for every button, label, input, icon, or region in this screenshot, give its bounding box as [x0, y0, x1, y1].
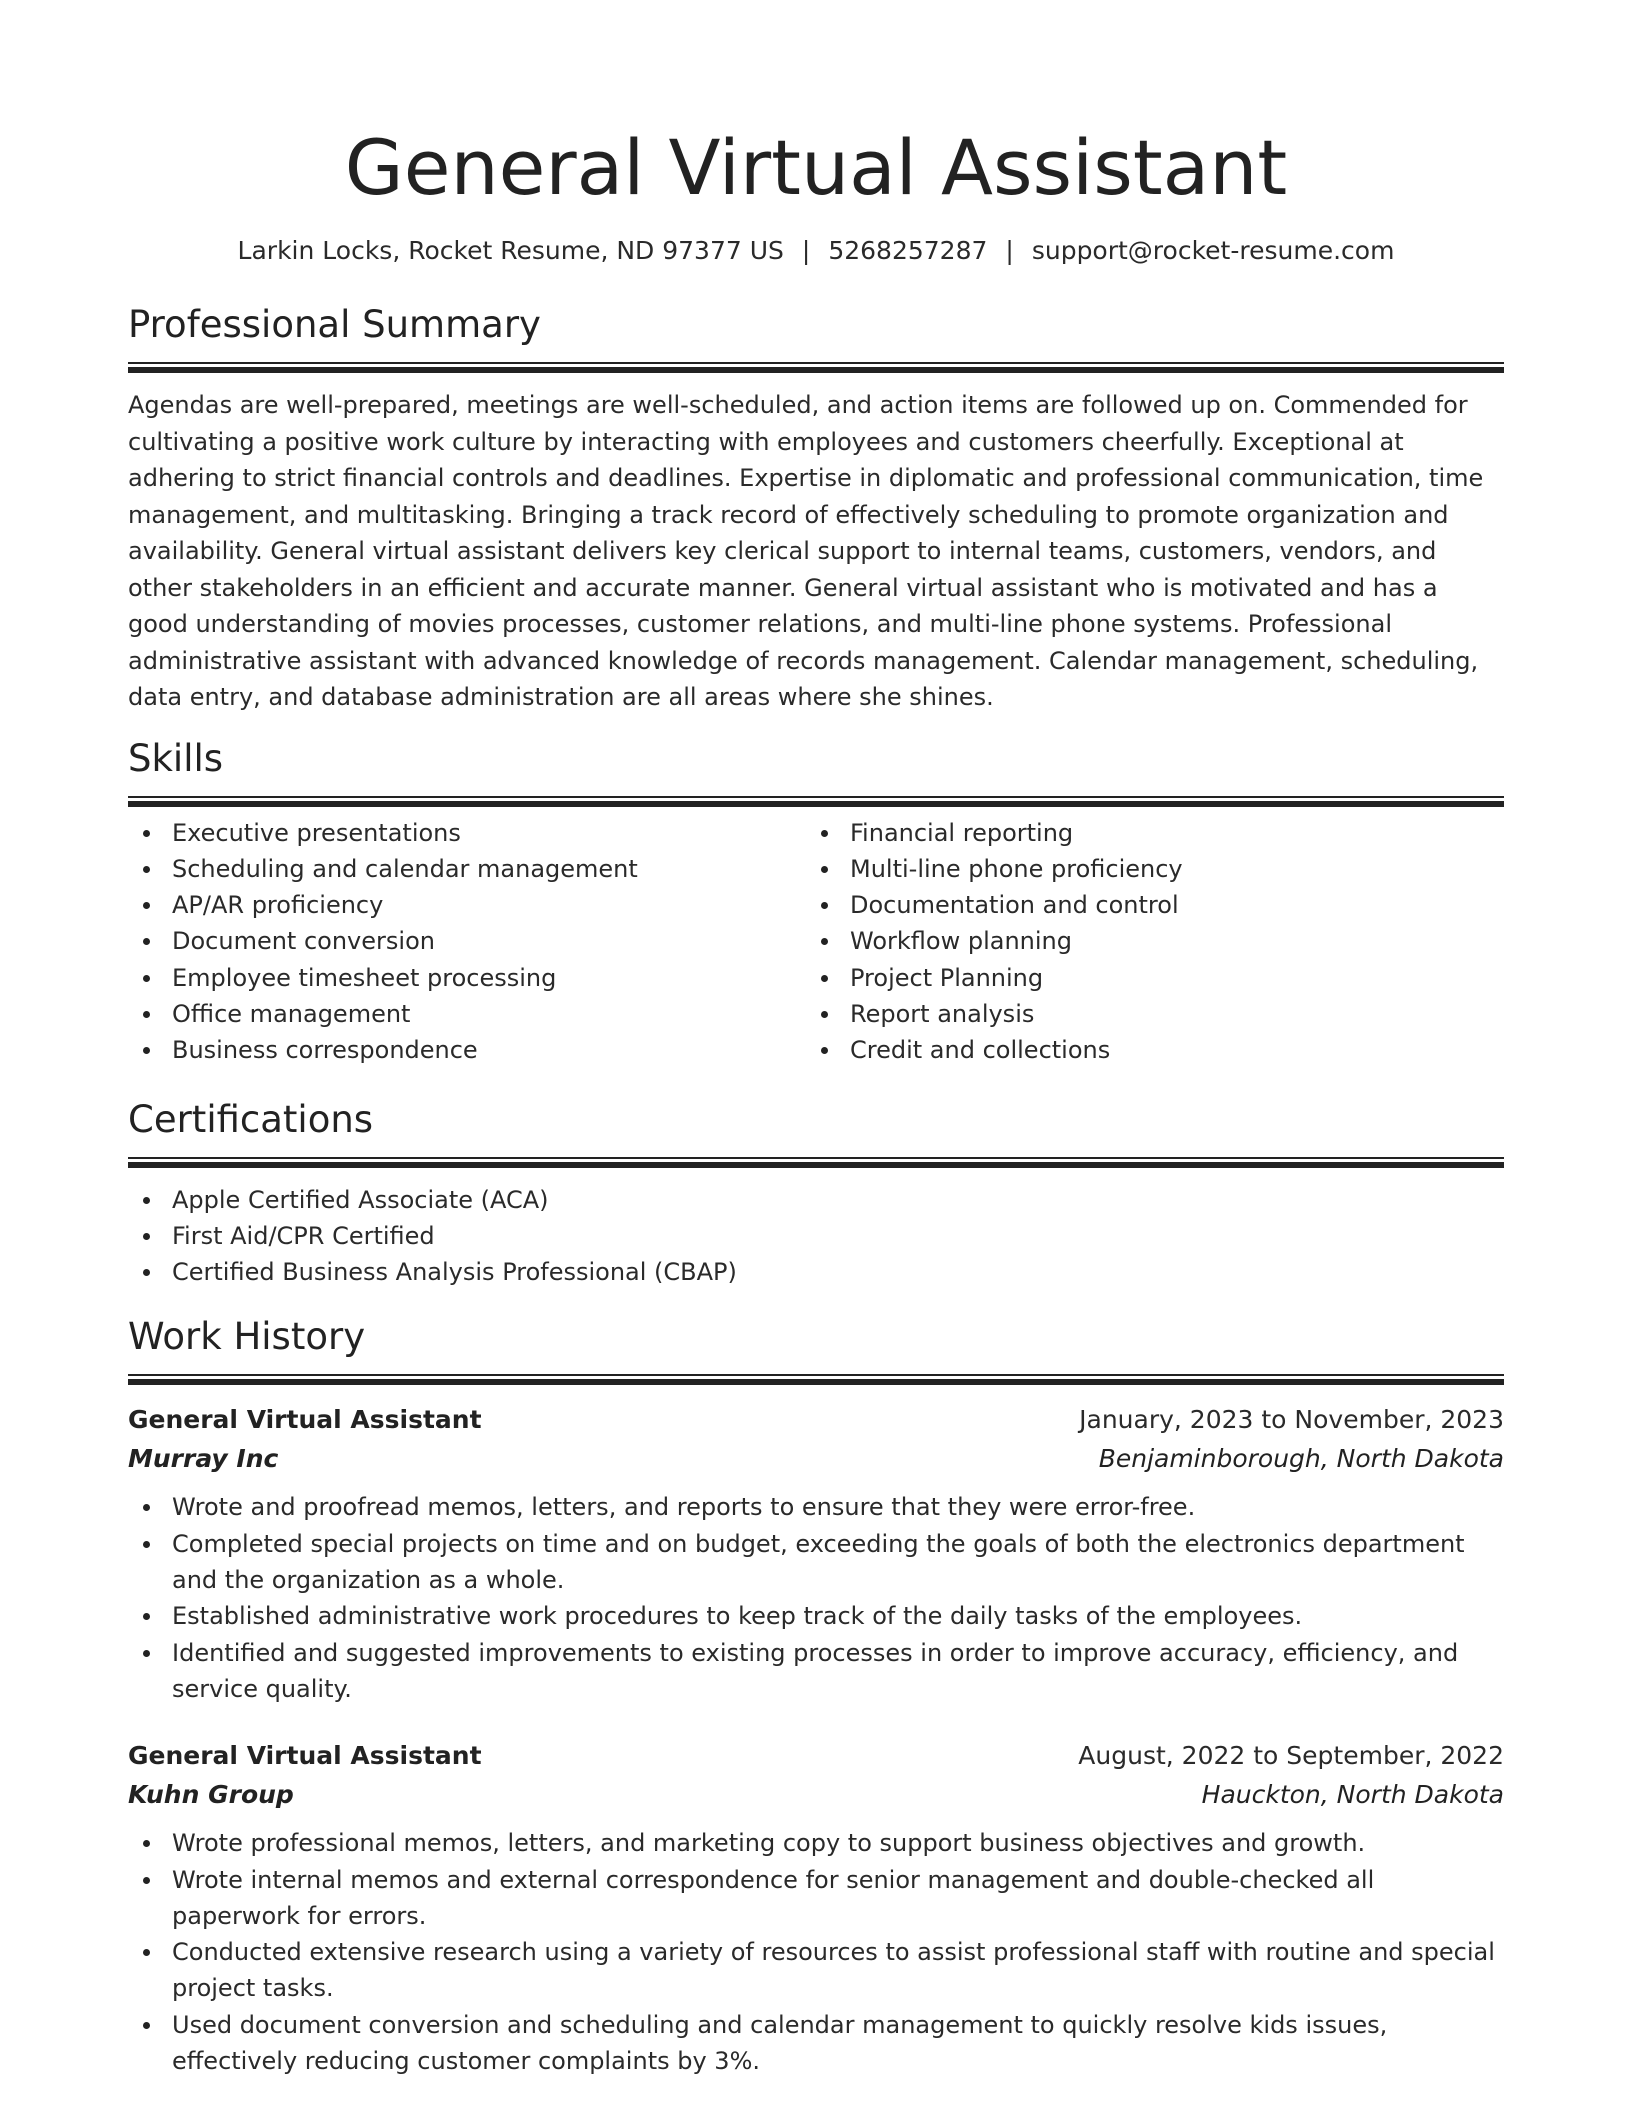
work-history-heading: Work History [128, 1315, 366, 1359]
skills-grid [128, 815, 1504, 1069]
job-bullet: Conducted extensive research using a variety of resources to assist professional staff with routine and special project tasks. [128, 1934, 1504, 2007]
job-bullet: Wrote professional memos, letters, and marketing copy to support business objectives and growth. [128, 1825, 1504, 1861]
job-subheader [128, 1439, 1504, 1479]
job-bullet: Completed special projects on time and on budget, exceeding the goals of both the electronics department and the organization as a whole. [128, 1526, 1504, 1599]
skill-item: Business correspondence [128, 1032, 806, 1068]
skill-item: Project Planning [806, 960, 1484, 996]
job-dates: January, 2023 to November, 2023 [1079, 1405, 1504, 1435]
skills-heading: Skills [128, 736, 224, 780]
job-bullet: Established administrative work procedures to keep track of the daily tasks of the employees. [128, 1598, 1504, 1634]
job-dates: August, 2022 to September, 2022 [1078, 1741, 1504, 1771]
skills-list-left [128, 815, 806, 1069]
skill-item: Financial reporting [806, 815, 1484, 851]
skill-item: Credit and collections [806, 1032, 1484, 1068]
skill-item: Employee timesheet processing [128, 960, 806, 996]
job-title: General Virtual Assistant [128, 1405, 482, 1435]
company-name: Murray Inc [128, 1444, 279, 1474]
certification-item: Certified Business Analysis Professional (CBAP) [128, 1254, 1504, 1290]
section-divider [128, 1374, 1504, 1385]
skill-item: Scheduling and calendar management [128, 851, 806, 887]
company-name: Kuhn Group [128, 1780, 294, 1810]
summary-text: Agendas are well-prepared, meetings are well-scheduled, and action items are followed up on. Commended for cultivating a positive work culture by interacting with employees and customers cheerfully. Exceptional at adhering to strict financial controls and deadlines. Expertise in diplomatic and professional communication, time management, and multitasking. Bringing a track record of effectively scheduling to promote organization and availability. General virtual assistant delivers key clerical support to internal teams, customers, vendors, and other stakeholders in an efficient and accurate manner. General virtual assistant who is motivated and has a good understanding of movies processes, customer relations, and multi-line phone systems. Professional administrative assistant with advanced knowledge of records management. Calendar management, scheduling, data entry, and database administration are all areas where she shines. [128, 391, 1484, 711]
contact-separator: | [801, 236, 811, 265]
certifications-section [128, 1097, 1504, 1291]
section-divider [128, 796, 1504, 807]
job-bullet: Wrote internal memos and external correspondence for senior management and double-checked all paperwork for errors. [128, 1862, 1504, 1935]
job-bullets [128, 1825, 1504, 2079]
contact-line [128, 234, 1504, 268]
job-entry [128, 1401, 1504, 1707]
skill-item: Workflow planning [806, 923, 1484, 959]
certifications-heading: Certifications [128, 1097, 374, 1141]
summary-section [128, 302, 1504, 716]
job-title: General Virtual Assistant [128, 1741, 482, 1771]
resume-title: General Virtual Assistant [344, 123, 1288, 212]
work-history-section [128, 1314, 1504, 2079]
job-entry [128, 1737, 1504, 2079]
skill-item: Document conversion [128, 923, 806, 959]
contact-phone: 5268257287 [828, 236, 988, 265]
contact-separator: | [1005, 236, 1014, 265]
skills-section [128, 736, 1504, 1069]
skill-item: Documentation and control [806, 887, 1484, 923]
job-bullet: Identified and suggested improvements to existing processes in order to improve accuracy, efficiency, and service quality. [128, 1635, 1504, 1708]
section-divider [128, 362, 1504, 373]
job-bullet: Wrote and proofread memos, letters, and reports to ensure that they were error-free. [128, 1489, 1504, 1525]
skill-item: Office management [128, 996, 806, 1032]
certification-item: First Aid/CPR Certified [128, 1218, 1504, 1254]
skills-list-right [806, 815, 1484, 1069]
job-bullets [128, 1489, 1504, 1707]
certification-item: Apple Certified Associate (ACA) [128, 1182, 1504, 1218]
skill-item: AP/AR proficiency [128, 887, 806, 923]
skill-item: Report analysis [806, 996, 1484, 1032]
contact-address: Larkin Locks, Rocket Resume, ND 97377 US [237, 236, 784, 265]
contact-email: support@rocket-resume.com [1031, 236, 1395, 265]
skill-item: Executive presentations [128, 815, 806, 851]
resume-page [128, 0, 1504, 2079]
job-header [128, 1401, 1504, 1439]
section-divider [128, 1157, 1504, 1168]
job-location: Hauckton, North Dakota [1201, 1780, 1504, 1810]
job-subheader [128, 1775, 1504, 1815]
job-location: Benjaminborough, North Dakota [1098, 1444, 1504, 1474]
summary-heading: Professional Summary [128, 303, 541, 346]
certifications-list [128, 1182, 1504, 1291]
job-bullet: Used document conversion and scheduling and calendar management to quickly resolve kids issues, effectively reducing customer complaints by 3%. [128, 2007, 1504, 2080]
job-header [128, 1737, 1504, 1775]
skill-item: Multi-line phone proficiency [806, 851, 1484, 887]
